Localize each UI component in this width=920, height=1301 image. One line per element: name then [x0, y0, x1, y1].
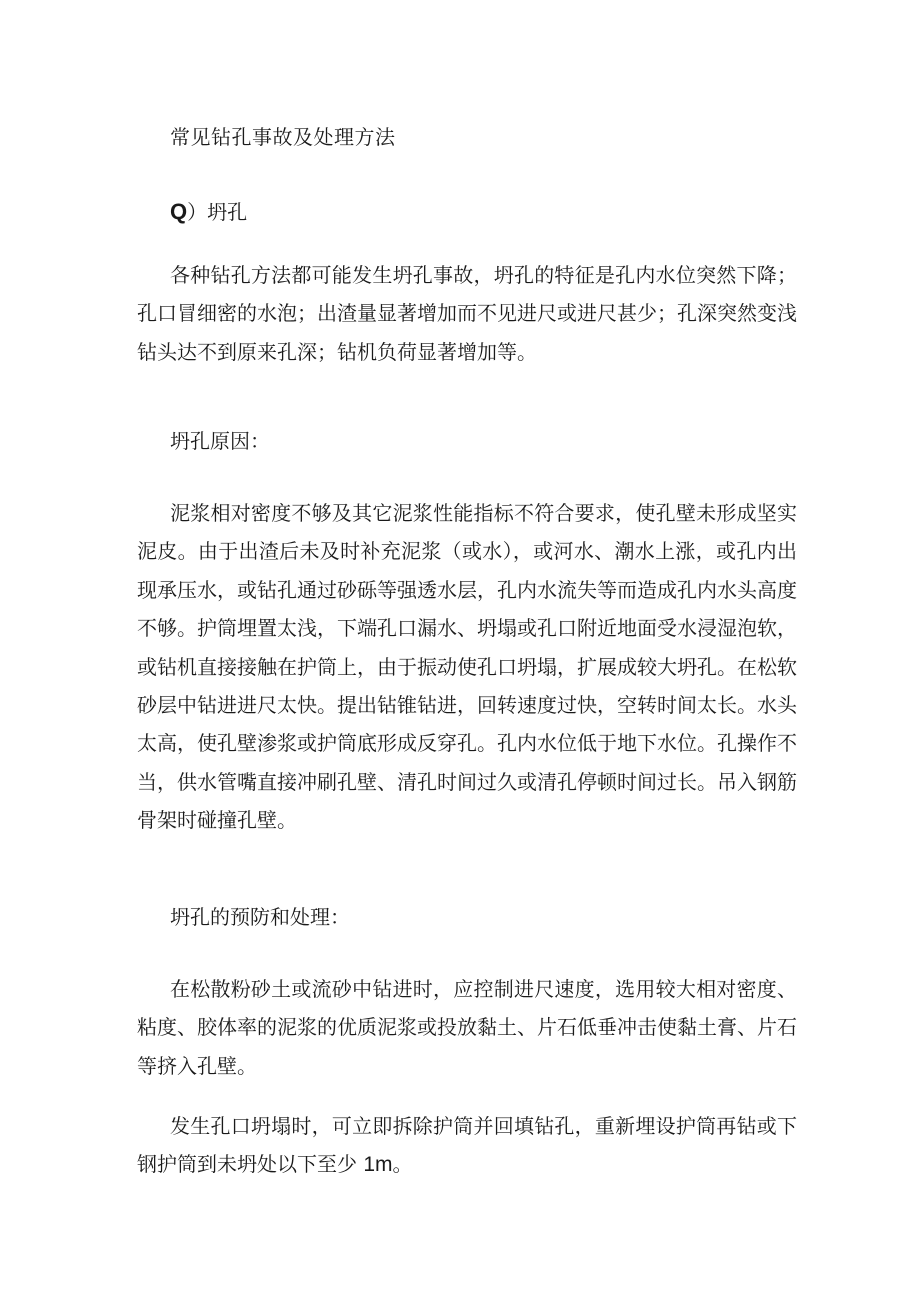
- section-heading: [170, 196, 247, 228]
- handling-end: 。: [392, 1152, 413, 1177]
- intro-paragraph: 各种钻孔方法都可能发生坍孔事故，坍孔的特征是孔内水位突然下降；孔口冒细密的水泡；出渣量显著增加而不见进尺或进尺甚少；孔深突然变浅钻头达不到原来孔深；钻机负荷显著增加等。: [137, 263, 797, 364]
- handling-value: 1m: [363, 1153, 393, 1177]
- section-marker: Q: [170, 199, 188, 224]
- section-paren: ）: [187, 200, 208, 224]
- prevention-paragraph: 在松散粉砂土或流砂中钻进时，应控制进尺速度，选用较大相对密度、粘度、胶体率的泥浆的优质泥浆或投放黏土、片石低垂冲击使黏土膏、片石等挤入孔壁。: [137, 977, 797, 1078]
- causes-label: 坍孔原因：: [170, 429, 270, 453]
- prevention-label: 坍孔的预防和处理：: [170, 905, 350, 929]
- causes-paragraph: 泥浆相对密度不够及其它泥浆性能指标不符合要求，使孔壁未形成坚实泥皮。由于出渣后未及时补充泥浆（或水），或河水、潮水上涨，或孔内出现承压水，或钻孔通过砂砾等强透水层，孔内水流失等而造成孔内水头高度不够。护筒埋置太浅，下端孔口漏水、坍塌或孔口附近地面受水浸湿泡软，或钻机直接接触在护筒上，由于振动使孔口坍塌，扩展成较大坍孔。在松软砂层中钻进进尺太快。提出钻锥钻进，回转速度过快，空转时间太长。水头太高，使孔壁渗浆或护筒底形成反穿孔。孔内水位低于地下水位。孔操作不当，供水管嘴直接冲刷孔壁、清孔时间过久或清孔停顿时间过长。吊入钢筋骨架时碰撞孔壁。: [137, 501, 797, 833]
- handling-text: 发生孔口坍塌时，可立即拆除护筒并回填钻孔，重新埋设护筒再钻或下钢护筒到未坍处以下至少: [137, 1114, 797, 1177]
- document-title: 常见钻孔事故及处理方法: [170, 125, 396, 149]
- handling-paragraph: [137, 1107, 797, 1185]
- section-heading-text: 坍孔: [207, 200, 248, 224]
